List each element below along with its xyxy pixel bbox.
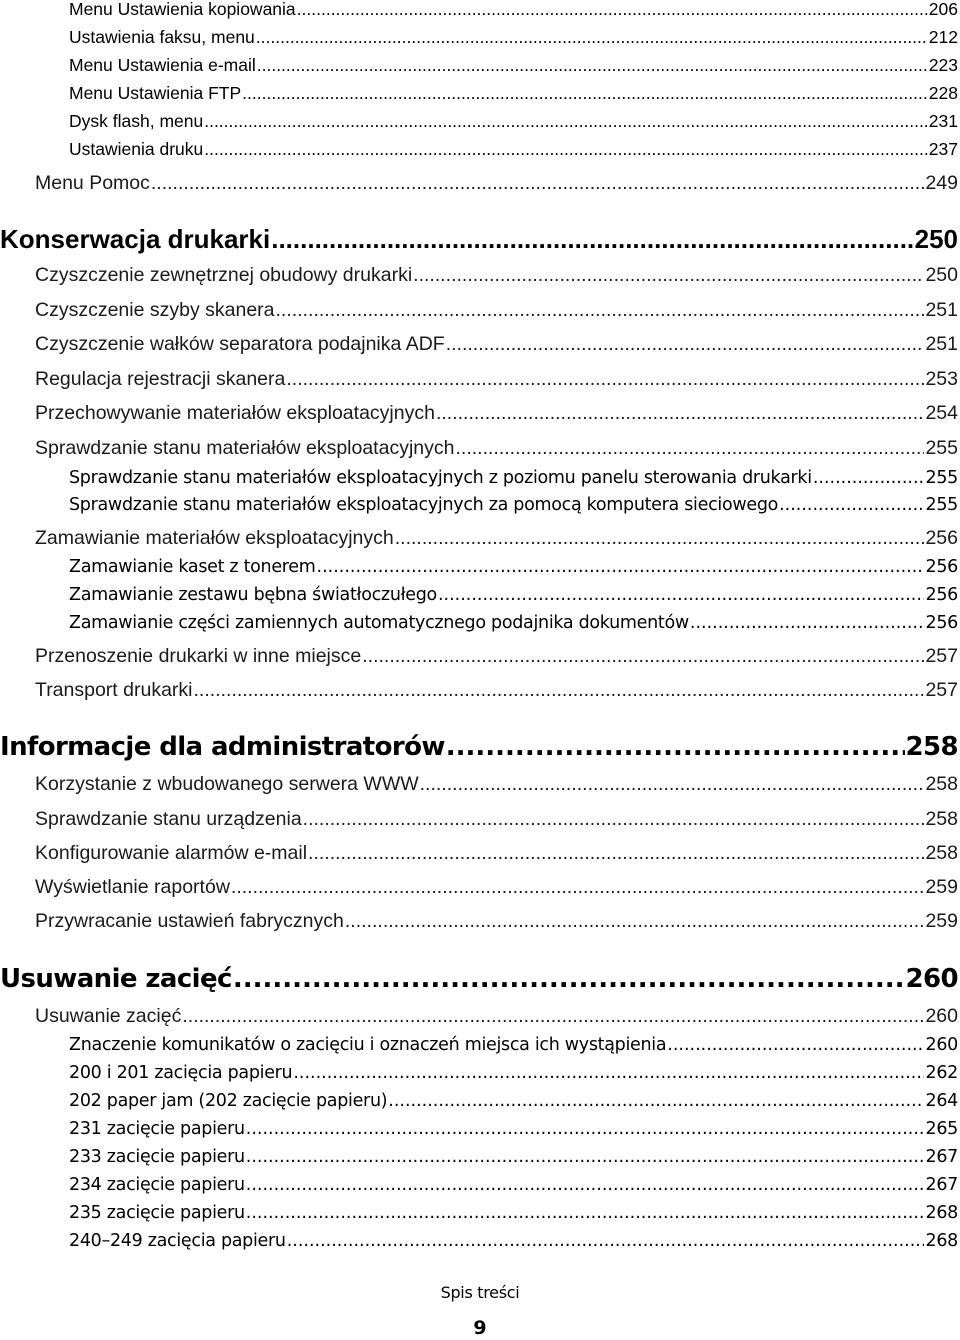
toc-entry[interactable] — [69, 1065, 958, 1083]
toc-entry-label: Regulacja rejestracji skanera — [35, 368, 286, 390]
dot-leader — [194, 681, 925, 701]
toc-entry-label: Czyszczenie wałków separatora podajnika ADF — [35, 333, 445, 355]
toc-entry-page: 257 — [925, 645, 958, 667]
dot-leader — [446, 335, 925, 355]
toc-entry[interactable] — [35, 335, 958, 355]
toc-entry[interactable] — [35, 878, 958, 898]
dot-leader — [436, 404, 925, 424]
toc-entry[interactable] — [69, 29, 958, 47]
toc-entry-page: 251 — [925, 333, 958, 355]
toc-entry[interactable] — [69, 497, 958, 515]
toc-entry-label: Sprawdzanie stanu materiałów eksploatacyjnych z poziomu panelu sterowania drukarki — [69, 468, 812, 488]
dot-leader — [413, 266, 924, 286]
toc-entry-label: Konfigurowanie alarmów e-mail — [35, 842, 308, 864]
dot-leader — [204, 113, 928, 131]
dot-leader — [813, 470, 925, 488]
dot-leader — [151, 174, 925, 194]
toc-entry[interactable] — [35, 844, 958, 864]
toc-entry-page: 267 — [925, 1147, 958, 1167]
toc-entry[interactable] — [69, 1093, 958, 1111]
toc-entry[interactable] — [35, 775, 958, 795]
toc-entry-page: 256 — [925, 557, 958, 577]
toc-entry-page: 206 — [928, 0, 958, 19]
toc-entry-label: Czyszczenie szyby skanera — [35, 299, 275, 321]
toc-entry-label: 235 zacięcie papieru — [69, 1203, 245, 1223]
toc-entry[interactable] — [69, 559, 958, 577]
toc-entry-page: 258 — [925, 808, 958, 830]
dot-leader — [287, 1233, 925, 1251]
toc-entry-page: 256 — [925, 585, 958, 605]
dot-leader — [420, 775, 925, 795]
toc-entry[interactable] — [69, 141, 958, 159]
toc-entry-label: Menu Ustawienia FTP — [69, 83, 242, 103]
toc-entry-page: 267 — [925, 1175, 958, 1195]
toc-entry[interactable] — [35, 301, 958, 321]
toc-entry[interactable] — [35, 174, 958, 194]
toc-entry-label: Sprawdzanie stanu materiałów eksploatacyjnych za pomocą komputera sieciowego — [69, 495, 779, 515]
toc-entry[interactable] — [69, 587, 958, 605]
toc-entry[interactable] — [69, 113, 958, 131]
toc-entry[interactable] — [69, 57, 958, 75]
toc-entry[interactable] — [69, 1, 958, 19]
toc-entry-label: Korzystanie z wbudowanego serwera WWW — [35, 773, 419, 795]
dot-leader — [395, 529, 925, 549]
toc-entry-page: 231 — [928, 111, 958, 131]
toc-chapter-label: Informacje dla administratorów — [0, 732, 445, 762]
toc-entry-label: Zamawianie kaset z tonerem — [69, 557, 316, 577]
toc-entry-label: Zamawianie zestawu bębna światłoczułego — [69, 585, 437, 605]
dot-leader — [256, 29, 928, 47]
dot-leader — [308, 844, 924, 864]
toc-entry-label: 233 zacięcie papieru — [69, 1147, 245, 1167]
toc-entry-page: 257 — [925, 679, 958, 701]
toc-entry[interactable] — [69, 1121, 958, 1139]
footer-section-title: Spis treści — [440, 1283, 520, 1302]
toc-chapter-page: 258 — [905, 732, 958, 762]
toc-entry-label: 202 paper jam (202 zacięcie papieru) — [69, 1091, 388, 1111]
toc-entry-label: Ustawienia faksu, menu — [69, 27, 255, 47]
toc-entry[interactable] — [35, 370, 958, 390]
dot-leader — [246, 1121, 925, 1139]
toc-entry-page: 256 — [925, 613, 958, 633]
dot-leader — [779, 497, 924, 515]
toc-entry-label: 234 zacięcie papieru — [69, 1175, 245, 1195]
toc-entry[interactable] — [35, 529, 958, 549]
toc-entry-page: 251 — [925, 299, 958, 321]
dot-leader — [233, 966, 905, 992]
dot-leader — [690, 615, 925, 633]
toc-entry-page: 237 — [928, 139, 958, 159]
toc-entry-label: Przenoszenie drukarki w inne miejsce — [35, 645, 362, 667]
dot-leader — [204, 141, 928, 159]
dot-leader — [231, 878, 925, 898]
toc-chapter[interactable] — [0, 966, 958, 992]
dot-leader — [246, 1177, 925, 1195]
toc-entry-page: 265 — [925, 1119, 958, 1139]
dot-leader — [455, 439, 924, 459]
toc-entry-page: 268 — [925, 1203, 958, 1223]
toc-entry-page: 249 — [925, 172, 958, 194]
toc-entry-page: 228 — [928, 83, 958, 103]
dot-leader — [438, 587, 925, 605]
toc-entry-page: 256 — [925, 527, 958, 549]
dot-leader — [246, 1205, 925, 1223]
toc-entry[interactable] — [69, 1233, 958, 1251]
toc-entry-page: 250 — [925, 264, 958, 286]
dot-leader — [242, 85, 928, 103]
toc-entry-page: 212 — [928, 27, 958, 47]
dot-leader — [345, 912, 925, 932]
toc-entry-label: Menu Pomoc — [35, 172, 150, 194]
dot-leader — [667, 1037, 924, 1055]
toc-entry-label: Zamawianie części zamiennych automatycznego podajnika dokumentów — [69, 613, 689, 633]
toc-entry-label: 231 zacięcie papieru — [69, 1119, 245, 1139]
toc-entry-page: 264 — [925, 1091, 958, 1111]
toc-entry-page: 255 — [925, 468, 958, 488]
toc-entry-label: Transport drukarki — [35, 679, 193, 701]
dot-leader — [257, 57, 928, 75]
toc-entry-page: 259 — [925, 876, 958, 898]
toc-entry-page: 260 — [925, 1005, 958, 1027]
toc-entry[interactable] — [35, 1007, 958, 1027]
toc-entry[interactable] — [69, 470, 958, 488]
toc-entry[interactable] — [69, 1177, 958, 1195]
toc-entry-page: 258 — [925, 842, 958, 864]
toc-entry[interactable] — [35, 439, 958, 459]
toc-entry[interactable] — [35, 266, 958, 286]
toc-entry[interactable] — [35, 810, 958, 830]
toc-entry-page: 255 — [925, 495, 958, 515]
dot-leader — [293, 1065, 924, 1083]
toc-entry[interactable] — [35, 912, 958, 932]
dot-leader — [317, 559, 925, 577]
toc-chapter[interactable] — [0, 226, 958, 252]
toc-entry-label: Zamawianie materiałów eksploatacyjnych — [35, 527, 394, 549]
dot-leader — [271, 226, 913, 252]
toc-entry-label: 200 i 201 zacięcia papieru — [69, 1063, 293, 1083]
toc-entry[interactable] — [69, 615, 958, 633]
toc-entry-label: Znaczenie komunikatów o zacięciu i oznaczeń miejsca ich wystąpienia — [69, 1035, 667, 1055]
toc-chapter-page: 260 — [905, 964, 958, 994]
dot-leader — [303, 810, 925, 830]
toc-entry-label: Wyświetlanie raportów — [35, 876, 230, 898]
dot-leader — [182, 1007, 924, 1027]
dot-leader — [276, 301, 925, 321]
toc-entry-page: 259 — [925, 910, 958, 932]
toc-entry[interactable] — [69, 1037, 958, 1055]
dot-leader — [286, 370, 924, 390]
toc-entry-page: 268 — [925, 1231, 958, 1251]
toc-entry-label: Dysk flash, menu — [69, 111, 204, 131]
toc-entry[interactable] — [35, 647, 958, 667]
toc-entry[interactable] — [35, 681, 958, 701]
toc-entry-page: 262 — [925, 1063, 958, 1083]
toc-entry-label: Przechowywanie materiałów eksploatacyjnych — [35, 402, 435, 424]
footer-page-number: 9 — [473, 1317, 487, 1339]
toc-entry-page: 260 — [925, 1035, 958, 1055]
toc-entry-page: 253 — [925, 368, 958, 390]
toc-entry-label: Menu Ustawienia kopiowania — [69, 0, 296, 19]
toc-entry-label: Sprawdzanie stanu urządzenia — [35, 808, 302, 830]
toc-chapter[interactable] — [0, 734, 958, 760]
toc-entry-label: Menu Ustawienia e-mail — [69, 55, 256, 75]
toc-entry-label: Ustawienia druku — [69, 139, 204, 159]
toc-entry-label: Przywracanie ustawień fabrycznych — [35, 910, 344, 932]
toc-chapter-label: Konserwacja drukarki — [0, 224, 271, 254]
toc-entry-label: 240–249 zacięcia papieru — [69, 1231, 286, 1251]
toc-entry-page: 223 — [928, 55, 958, 75]
toc-entry-label: Usuwanie zacięć — [35, 1005, 182, 1027]
dot-leader — [362, 647, 924, 667]
toc-entry[interactable] — [69, 1149, 958, 1167]
toc-entry-label: Czyszczenie zewnętrznej obudowy drukarki — [35, 264, 413, 286]
toc-entry[interactable] — [69, 85, 958, 103]
dot-leader — [297, 1, 928, 19]
toc-chapter-page: 250 — [914, 224, 958, 254]
toc-entry-page: 255 — [925, 437, 958, 459]
toc-chapter-label: Usuwanie zacięć — [0, 964, 232, 994]
toc-entry[interactable] — [69, 1205, 958, 1223]
dot-leader — [388, 1093, 924, 1111]
toc-entry-label: Sprawdzanie stanu materiałów eksploatacyjnych — [35, 437, 455, 459]
dot-leader — [246, 1149, 925, 1167]
toc-entry-page: 258 — [925, 773, 958, 795]
dot-leader — [446, 734, 905, 760]
toc-entry[interactable] — [35, 404, 958, 424]
toc-entry-page: 254 — [925, 402, 958, 424]
